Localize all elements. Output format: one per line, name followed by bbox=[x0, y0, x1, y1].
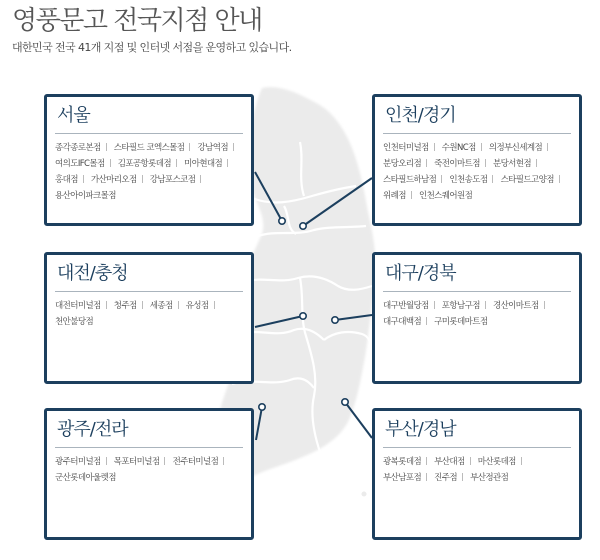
store-link[interactable]: 미아현대점 bbox=[184, 159, 233, 169]
store-link[interactable]: 인천송도점 bbox=[449, 175, 498, 185]
region-box-daegu-gyeongbuk bbox=[372, 252, 582, 384]
store-link[interactable]: 천안불당점 bbox=[55, 317, 94, 327]
store-link[interactable]: 분당서현점 bbox=[493, 159, 542, 169]
store-link[interactable]: 인천터미널점 bbox=[383, 143, 440, 153]
location-pin-gwangju[interactable] bbox=[259, 404, 265, 410]
store-link[interactable]: 대구반월당점 bbox=[383, 301, 440, 311]
store-link[interactable]: 구미롯데마트점 bbox=[434, 317, 488, 327]
store-link[interactable]: 전주터미널점 bbox=[173, 457, 230, 467]
store-link[interactable]: 종각종로본점 bbox=[55, 143, 112, 153]
region-box-incheon-gyeonggi bbox=[372, 94, 582, 226]
region-title: 부산/경남 bbox=[383, 417, 571, 448]
region-box-seoul bbox=[44, 94, 254, 226]
store-list bbox=[55, 454, 243, 486]
location-pin-incheon[interactable] bbox=[300, 223, 306, 229]
store-link[interactable]: 인천스퀘어원점 bbox=[418, 191, 473, 201]
store-link[interactable]: 스타필드 코엑스몰점 bbox=[114, 143, 196, 153]
page-subtitle: 대한민국 전국 41개 지점 및 인터넷 서점을 운영하고 있습니다. bbox=[12, 41, 292, 54]
store-list bbox=[55, 298, 243, 330]
store-link[interactable]: 여의도IFC몰점 bbox=[55, 159, 116, 169]
store-link[interactable]: 마산롯데점 bbox=[478, 457, 527, 467]
location-pin-seoul[interactable] bbox=[279, 218, 285, 224]
store-link[interactable]: 용산아이파크몰점 bbox=[55, 191, 116, 201]
store-link[interactable]: 유성점 bbox=[186, 301, 220, 311]
store-link[interactable]: 진주점 bbox=[434, 473, 468, 483]
store-link[interactable]: 부산정관점 bbox=[470, 473, 509, 483]
store-link[interactable]: 세종점 bbox=[150, 301, 184, 311]
region-title: 서울 bbox=[55, 103, 243, 134]
store-link[interactable]: 광복롯데점 bbox=[383, 457, 432, 467]
store-link[interactable]: 죽전이마트점 bbox=[434, 159, 491, 169]
store-link[interactable]: 부산대점 bbox=[434, 457, 475, 467]
store-link[interactable]: 부산남포점 bbox=[383, 473, 432, 483]
region-box-busan-gyeongnam bbox=[372, 408, 582, 540]
store-link[interactable]: 경산이마트점 bbox=[493, 301, 550, 311]
connector-busan bbox=[345, 402, 372, 438]
store-link[interactable]: 광주터미널점 bbox=[55, 457, 112, 467]
store-link[interactable]: 군산롯데아울렛점 bbox=[55, 473, 116, 483]
store-link[interactable]: 위례점 bbox=[383, 191, 417, 201]
store-link[interactable]: 포항남구점 bbox=[442, 301, 491, 311]
location-pin-daejeon[interactable] bbox=[300, 313, 306, 319]
store-link[interactable]: 스타필드고양점 bbox=[501, 175, 565, 185]
store-link[interactable]: 가산마리오점 bbox=[91, 175, 148, 185]
region-box-daejeon-chungcheong bbox=[44, 252, 254, 384]
region-box-gwangju-jeolla bbox=[44, 408, 254, 540]
location-pin-busan[interactable] bbox=[342, 399, 348, 405]
page-title: 영풍문고 전국지점 안내 bbox=[12, 6, 262, 36]
store-link[interactable]: 청주점 bbox=[114, 301, 148, 311]
store-link[interactable]: 김포공항롯데점 bbox=[118, 159, 182, 169]
island-shape bbox=[362, 492, 367, 497]
store-list bbox=[55, 140, 243, 204]
location-pin-daegu[interactable] bbox=[332, 317, 338, 323]
store-list bbox=[383, 298, 571, 330]
store-link[interactable]: 수원NC점 bbox=[442, 143, 487, 153]
region-title: 인천/경기 bbox=[383, 103, 571, 134]
store-link[interactable]: 대구대백점 bbox=[383, 317, 432, 327]
store-link[interactable]: 홍대점 bbox=[55, 175, 89, 185]
store-link[interactable]: 강남포스코점 bbox=[150, 175, 207, 185]
store-list bbox=[383, 140, 571, 204]
region-title: 대전/충청 bbox=[55, 261, 243, 292]
store-link[interactable]: 분당오리점 bbox=[383, 159, 432, 169]
store-link[interactable]: 의정부신세계점 bbox=[489, 143, 553, 153]
store-link[interactable]: 강남역점 bbox=[198, 143, 239, 153]
store-link[interactable]: 스타필드하남점 bbox=[383, 175, 447, 185]
store-link[interactable]: 목포터미널점 bbox=[114, 457, 171, 467]
region-title: 광주/전라 bbox=[55, 417, 243, 448]
region-title: 대구/경북 bbox=[383, 261, 571, 292]
store-link[interactable]: 대전터미널점 bbox=[55, 301, 112, 311]
store-list bbox=[383, 454, 571, 486]
